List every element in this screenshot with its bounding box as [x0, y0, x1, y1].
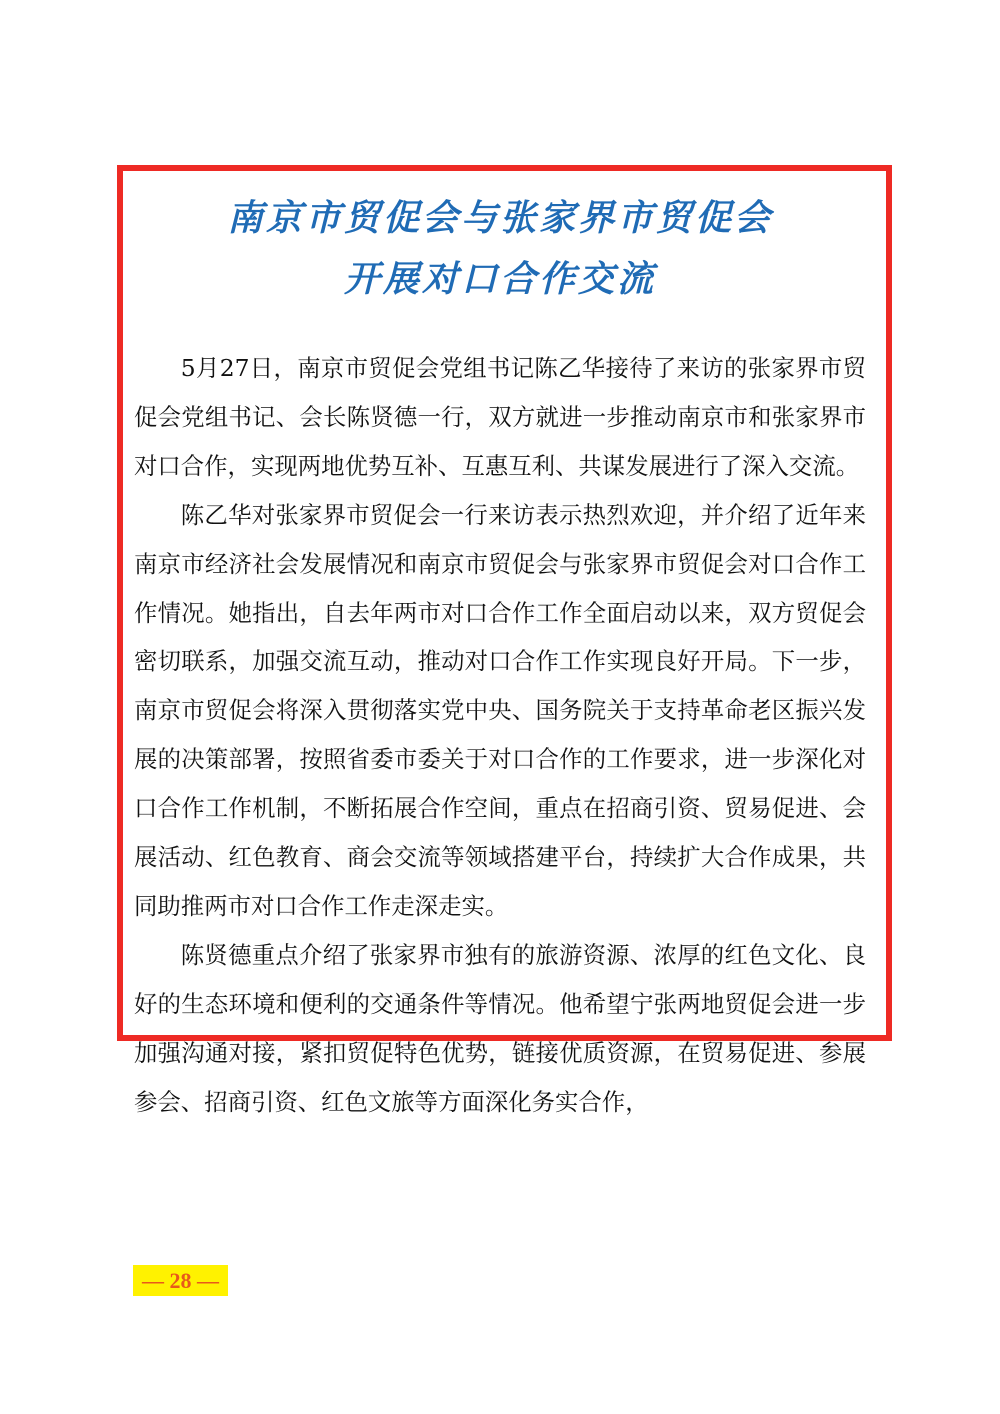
article-body: [134, 344, 866, 1127]
article-title-line-1: 南京市贸促会与张家界市贸促会: [226, 197, 773, 239]
article-title-line-2: 开展对口合作交流: [343, 258, 656, 300]
paragraph-2: 陈乙华对张家界市贸促会一行来访表示热烈欢迎，并介绍了近年来南京市经济社会发展情况和南京市贸促会与张家界市贸促会对口合作工作情况。她指出，自去年两市对口合作工作全面启动以来，双方贸促会密切联系，加强交流互动，推动对口合作工作实现良好开局。下一步，南京市贸促会将深入贯彻落实党中央、国务院关于支持革命老区振兴发展的决策部署，按照省委市委关于对口合作的工作要求，进一步深化对口合作工作机制，不断拓展合作空间，重点在招商引资、贸易促进、会展活动、红色教育、商会交流等领域搭建平台，持续扩大合作成果，共同助推两市对口合作工作走深走实。: [134, 500, 866, 920]
paragraph-1: 5月27日，南京市贸促会党组书记陈乙华接待了来访的张家界市贸促会党组书记、会长陈贤德一行，双方就进一步推动南京市和张家界市对口合作，实现两地优势互补、互惠互利、共谋发展进行了深入交流。: [134, 354, 866, 480]
page-number: — 28 —: [133, 1265, 228, 1296]
paragraph-3: 陈贤德重点介绍了张家界市独有的旅游资源、浓厚的红色文化、良好的生态环境和便利的交通条件等情况。他希望宁张两地贸促会进一步加强沟通对接，紧扣贸促特色优势，链接优质资源，在贸易促进、参展参会、招商引资、红色文旅等方面深化务实合作，: [134, 940, 866, 1116]
